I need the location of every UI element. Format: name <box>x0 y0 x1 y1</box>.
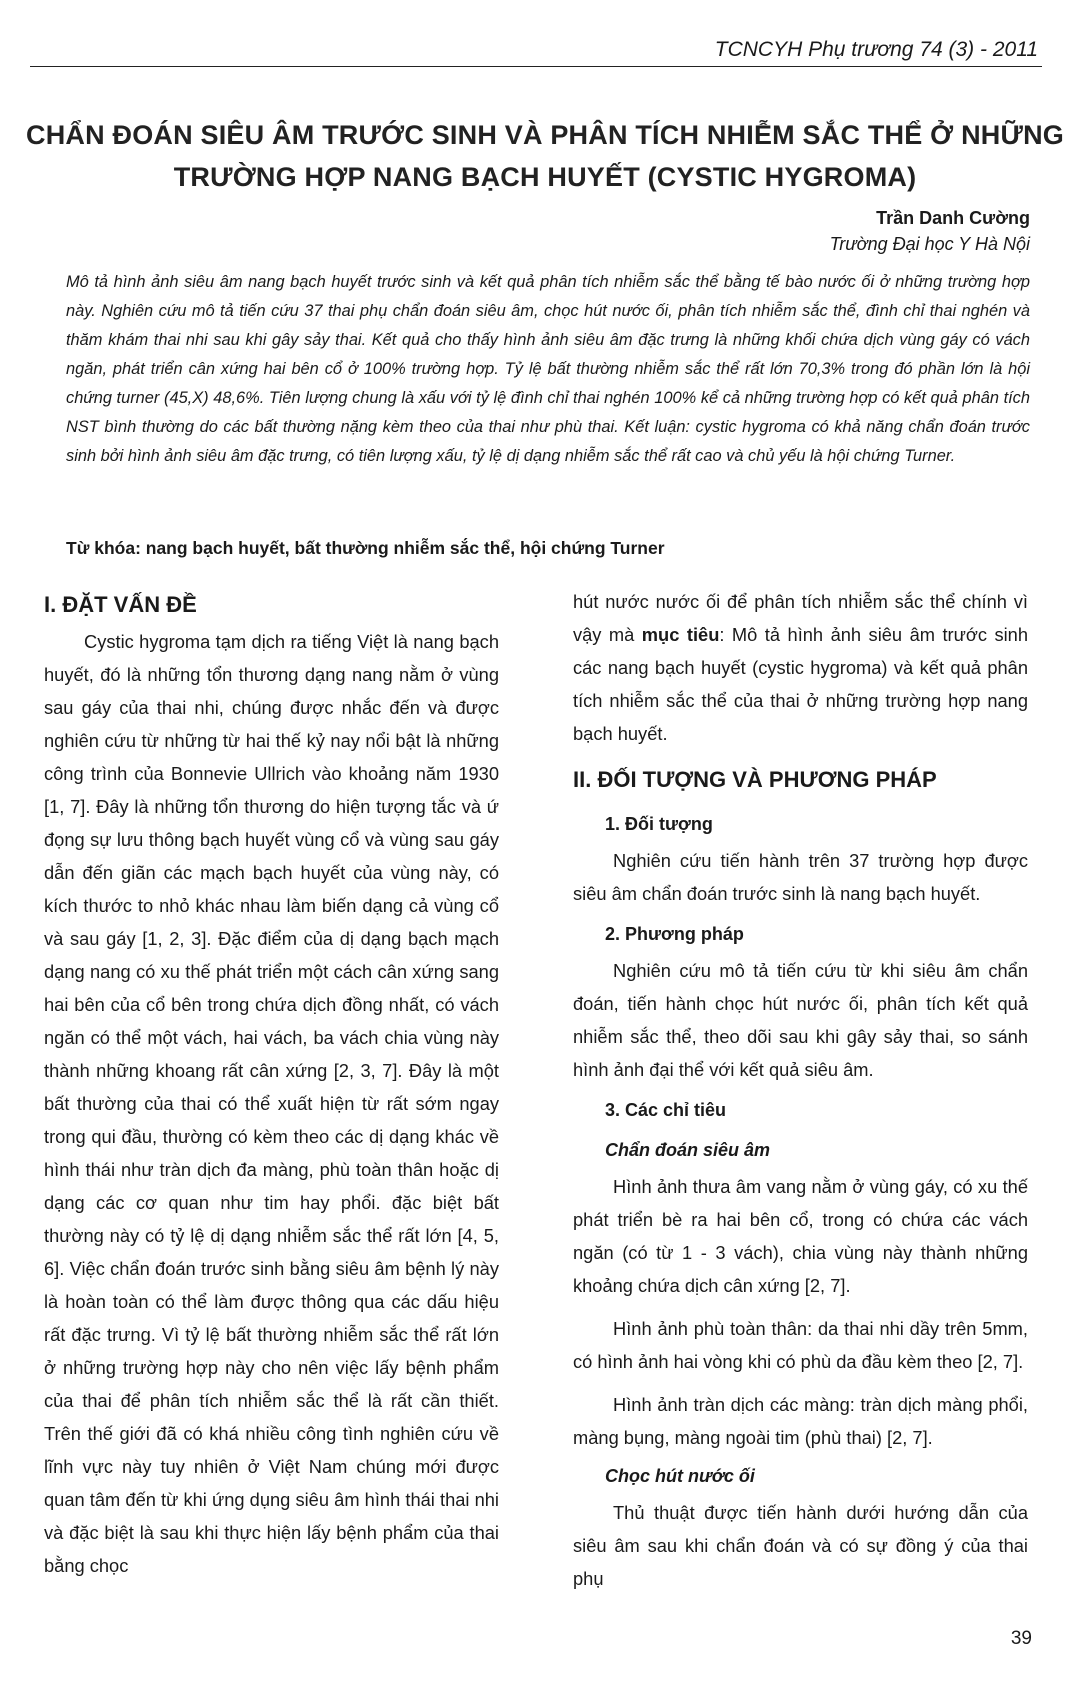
subheading-amniocentesis: Chọc hút nước ối <box>605 1466 755 1486</box>
header-rule <box>30 66 1042 67</box>
ultrasound-paragraph-1: Hình ảnh thưa âm vang nằm ở vùng gáy, có xu thế phát triển bè ra hai bên cổ, trong có chứa các vách ngăn (có từ 1 - 3 vách), chia vùng này thành những khoảng chứa dịch cân xứng [2, 7]. <box>573 1176 1028 1296</box>
objective-label: mục tiêu <box>641 624 720 645</box>
page-number: 39 <box>1010 1628 1032 1649</box>
intro-continuation <box>573 585 1028 750</box>
introduction-paragraph: Cystic hygroma tạm dịch ra tiếng Việt là nang bạch huyết, đó là những tổn thương dạng nang nằm ở vùng sau gáy của thai nhi, chúng được nhắc đến và được nghiên cứu từ những từ hai thế kỷ nay nổi bật là những công trình của Bonnevie Ullrich vào khoảng năm 1930 [1, 7]. Đây là những tổn thương do hiện tượng tắc và ứ đọng sự lưu thông bạch huyết vùng cổ và vùng sau gáy dẫn đến giãn các mạch bạch huyết của vùng này, có kích thước to nhỏ khác nhau làm biến dạng cả vùng cổ và sau gáy [1, 2, 3]. Đặc điểm của dị dạng bạch mạch dạng nang có xu thế phát triển một cách cân xứng sang hai bên của cổ bên trong chứa dịch đồng nhất, có vách ngăn có thể một vách, hai vách, ba vách chia vùng này thành những khoang rất cân xứng [2, 3, 7]. Đây là một bất thường của thai có thể xuất hiện từ rất sớm ngay trong qui đầu, thường có kèm theo các dị dạng khác về hình thái như tràn dịch đa màng, phù toàn thân hoặc dị dạng các cơ quan như tim hay phổi. đặc biệt bất thường này có tỷ lệ dị dạng nhiễm sắc thể rất lớn [4, 5, 6]. Việc chẩn đoán trước sinh bằng siêu âm bệnh lý này là hoàn toàn có thể làm được thông qua các dấu hiệu rất đặc trưng. Vì tỷ lệ bất thường nhiễm sắc thể rất lớn ở những trường hợp này cho nên việc lấy bệnh phẩm của thai để phân tích nhiễm sắc thể là rất cần thiết. Trên thế giới đã có khá nhiều công tình nghiên cứu về lĩnh vực này tuy nhiên ở Việt Nam chúng mới được quan tâm đến từ khi ứng dụng siêu âm hình thái thai nhi và đặc biệt là sau khi thực hiện lấy bệnh phẩm của thai bằng chọc <box>44 631 499 1576</box>
subheading-subjects: 1. Đối tượng <box>605 814 713 834</box>
subheading-ultrasound-diagnosis: Chẩn đoán siêu âm <box>605 1140 771 1160</box>
amniocentesis-paragraph: Thủ thuật được tiến hành dưới hướng dẫn của siêu âm sau khi chẩn đoán và có sự đồng ý của thai phụ <box>573 1502 1028 1589</box>
section-heading-introduction: I. ĐẶT VẤN ĐỀ <box>44 592 197 617</box>
subheading-methods: 2. Phương pháp <box>605 924 744 944</box>
section-heading-methods: II. ĐỐI TƯỢNG VÀ PHƯƠNG PHÁP <box>573 767 937 792</box>
intro-text-before: hút nước nước ối để phân tích nhiễm sắc thể chính vì vậy mà <box>573 591 1028 645</box>
left-column <box>44 585 499 1582</box>
author-block <box>830 205 1030 257</box>
subjects-paragraph: Nghiên cứu tiến hành trên 37 trường hợp được siêu âm chẩn đoán trước sinh là nang bạch huyết. <box>573 850 1028 904</box>
author-affiliation: Trường Đại học Y Hà Nội <box>829 234 1030 254</box>
right-column <box>573 585 1028 1595</box>
subheading-criteria: 3. Các chỉ tiêu <box>605 1100 727 1120</box>
author-name: Trần Danh Cường <box>876 208 1030 228</box>
keywords: Từ khóa: nang bạch huyết, bất thường nhiễm sắc thể, hội chứng Turner <box>66 538 665 558</box>
journal-reference: TCNCYH Phụ trương 74 (3) - 2011 <box>714 38 1038 61</box>
ultrasound-paragraph-3: Hình ảnh tràn dịch các màng: tràn dịch màng phổi, màng bụng, màng ngoài tim (phù thai) [2, 7]. <box>573 1394 1028 1448</box>
methods-paragraph: Nghiên cứu mô tả tiến cứu từ khi siêu âm chẩn đoán, tiến hành chọc hút nước ối, phân tích kết quả nhiễm sắc thể, theo dõi sau khi gây sảy thai, so sánh hình ảnh đại thể với kết quả siêu âm. <box>573 960 1028 1080</box>
article-title: CHẨN ĐOÁN SIÊU ÂM TRƯỚC SINH VÀ PHÂN TÍCH NHIỄM SẮC THỂ Ở NHỮNG TRƯỜNG HỢP NANG BẠCH HUYẾT (CYSTIC HYGROMA) <box>26 120 1064 193</box>
intro-text-after: : Mô tả hình ảnh siêu âm trước sinh các nang bạch huyết (cystic hygroma) và kết quả phân tích nhiễm sắc thể của thai ở những trường hợp nang bạch huyết. <box>573 624 1028 744</box>
abstract: Mô tả hình ảnh siêu âm nang bạch huyết trước sinh và kết quả phân tích nhiễm sắc thể bằng tế bào nước ối ở những trường hợp này. Nghiên cứu mô tả tiến cứu 37 thai phụ chẩn đoán siêu âm, chọc hút nước ối, phân tích nhiễm sắc thể, đình chỉ thai nghén và thăm khám thai nhi sau khi gây sảy thai. Kết quả cho thấy hình ảnh siêu âm đặc trưng là những khối chứa dịch vùng gáy có vách ngăn, phát triển cân xứng hai bên cổ ở 100% trường hợp. Tỷ lệ bất thường nhiễm sắc thể rất lớn 70,3% trong đó phần lớn là hội chứng turner (45,X) 48,6%. Tiên lượng chung là xấu với tỷ lệ đình chỉ thai nghén 100% kể cả những trường hợp có kết quả phân tích NST bình thường do các bất thường nặng kèm theo của thai như phù thai. Kết luận: cystic hygroma có khả năng chẩn đoán trước sinh bởi hình ảnh siêu âm đặc trưng, có tiên lượng xấu, tỷ lệ dị dạng nhiễm sắc thể rất cao và chủ yếu là hội chứng Turner. <box>66 273 1030 465</box>
ultrasound-paragraph-2: Hình ảnh phù toàn thân: da thai nhi dầy trên 5mm, có hình ảnh hai vòng khi có phù da đầu kèm theo [2, 7]. <box>573 1318 1028 1372</box>
